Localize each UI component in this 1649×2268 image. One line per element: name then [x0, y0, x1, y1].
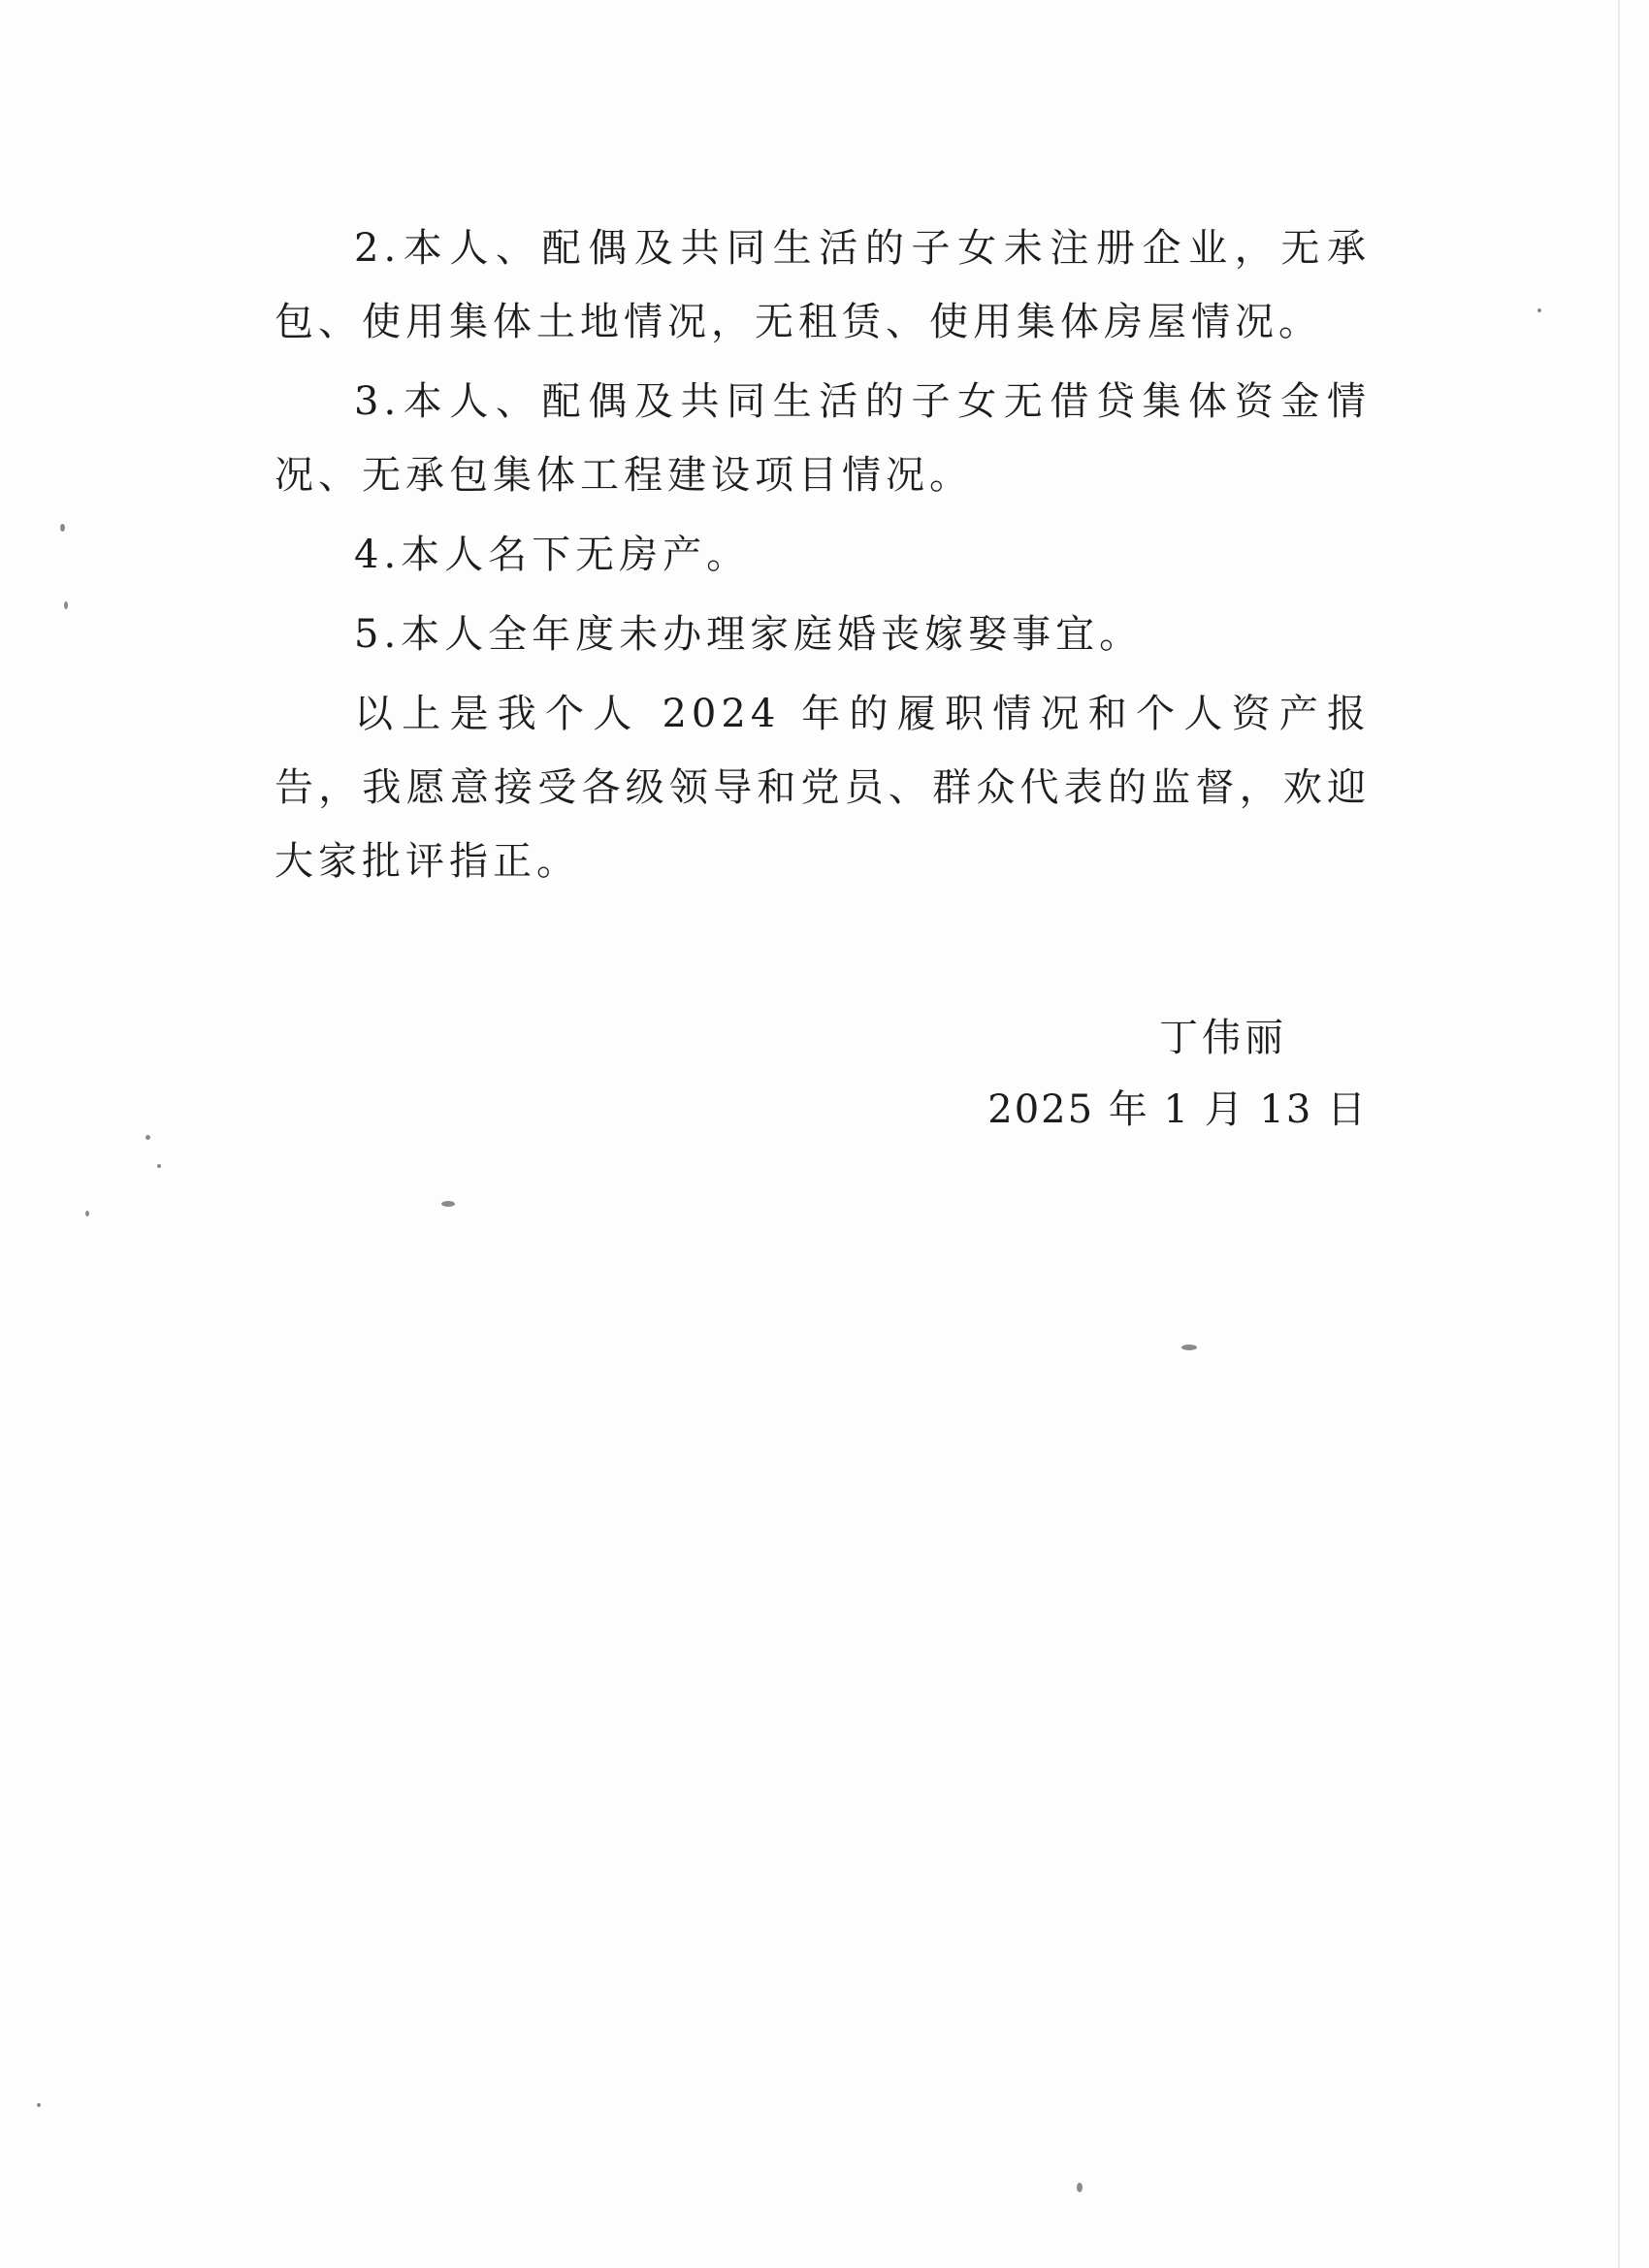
- scan-speck: [85, 1211, 89, 1216]
- scan-edge-line: [1618, 0, 1620, 2268]
- paragraph-item-4: 4.本人名下无房产。: [354, 533, 751, 577]
- scan-speck: [64, 601, 68, 609]
- scan-speck: [1181, 1345, 1197, 1350]
- paragraph-item-3: 3.本人、配偶及共同生活的子女无借贷集体资金情况、无承包集体工程建设项目情况。: [275, 379, 1371, 498]
- scan-speck: [146, 1135, 150, 1140]
- scan-speck: [37, 2103, 41, 2107]
- closing-paragraph: 以上是我个人 2024 年的履职情况和个人资产报告，我愿意接受各级领导和党员、群众代表的监督，欢迎大家批评指正。: [275, 692, 1371, 884]
- scan-speck: [60, 524, 65, 532]
- scan-speck: [157, 1164, 161, 1168]
- paragraph-item-5: 5.本人全年度未办理家庭婚丧嫁娶事宜。: [354, 612, 1144, 657]
- report-body: [275, 211, 1371, 904]
- scan-speck: [441, 1201, 455, 1207]
- signature-date: 2025 年 1 月 13 日: [987, 1087, 1368, 1132]
- signature-name: 丁伟丽: [1159, 1016, 1287, 1060]
- scan-speck: [1537, 308, 1541, 312]
- paragraph-item-2: 2.本人、配偶及共同生活的子女未注册企业，无承包、使用集体土地情况，无租赁、使用集体房屋情况。: [275, 226, 1371, 344]
- scan-speck: [1077, 2183, 1083, 2192]
